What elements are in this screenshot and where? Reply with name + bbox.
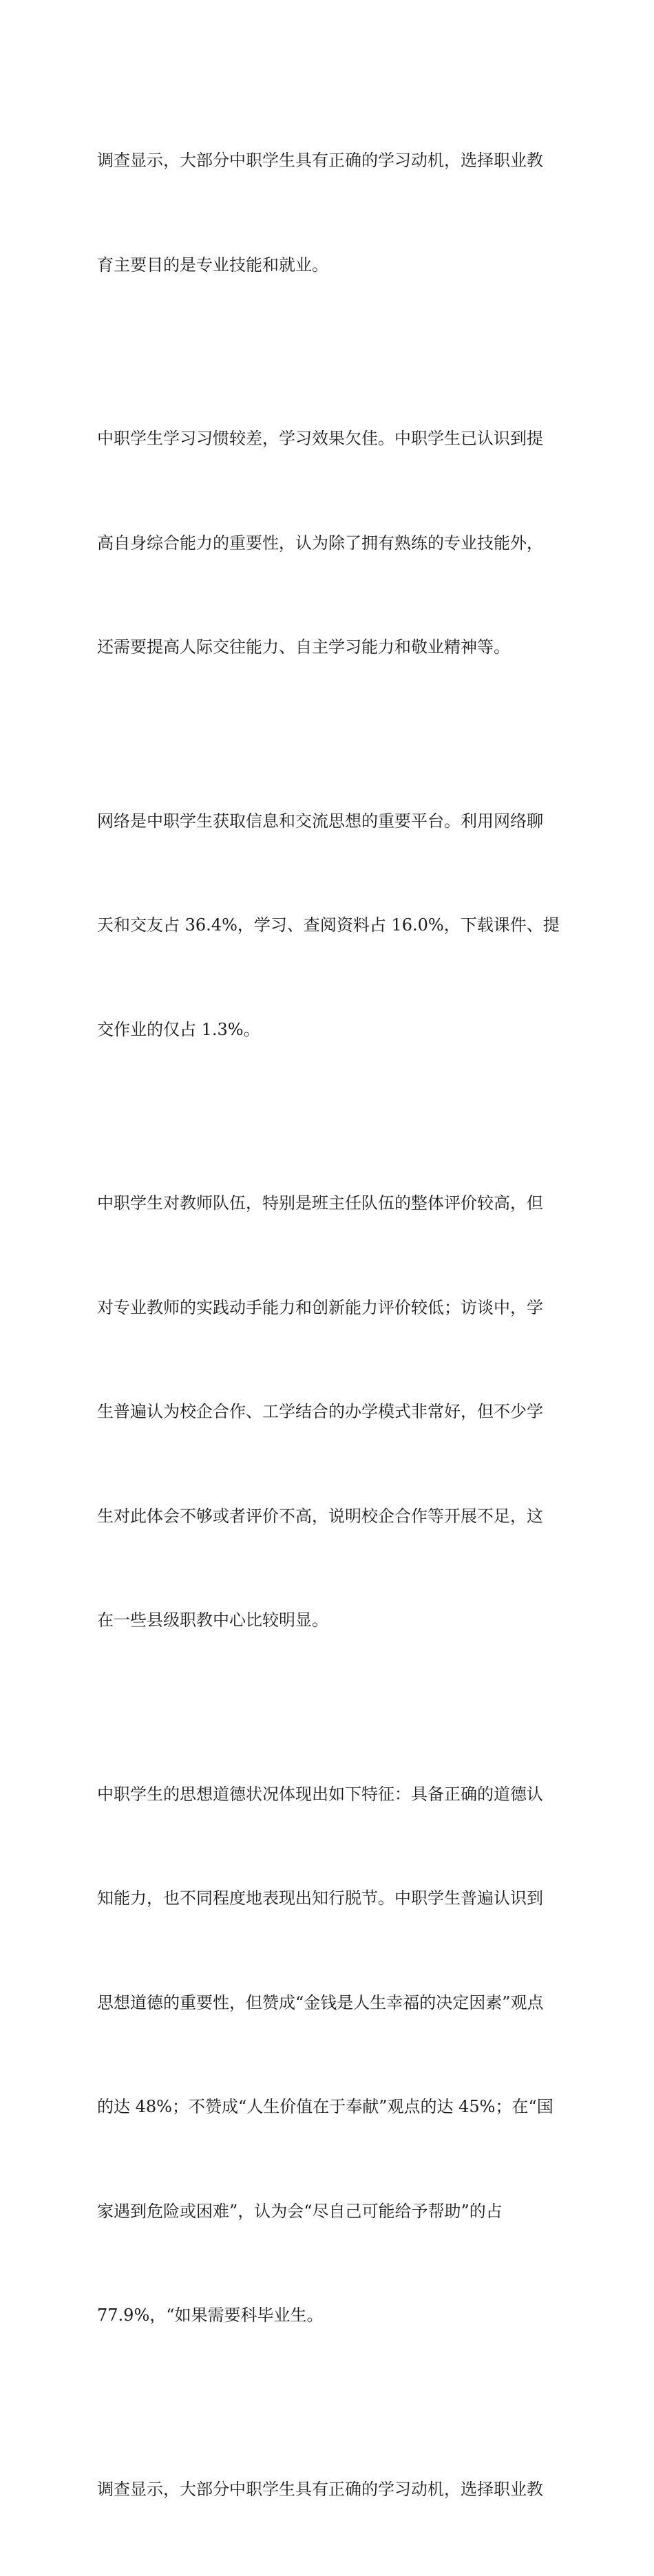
text-line: 高自身综合能力的重要性，认为除了拥有熟练的专业技能外， [97, 526, 565, 561]
paragraph-learning-motivation-repeat [97, 2403, 565, 2576]
text-line: 网络是中职学生获取信息和交流思想的重要平台。利用网络聊 [97, 804, 565, 839]
paragraph-internet-usage [97, 734, 565, 1117]
text-line: 知能力，也不同程度地表现出知行脱节。中职学生普遍认识到 [97, 1881, 565, 1916]
text-line: 交作业的仅占 1.3%。 [97, 1012, 565, 1047]
text-line: 在一些县级职教中心比较明显。 [97, 1603, 565, 1638]
text-line: 调查显示，大部分中职学生具有正确的学习动机，选择职业教 [97, 143, 565, 178]
text-line: 中职学生学习习惯较差，学习效果欠佳。中职学生已认识到提 [97, 421, 565, 456]
text-line: 育主要目的是专业技能和就业。 [97, 248, 565, 283]
paragraph-learning-motivation [97, 74, 565, 352]
text-line: 77.9%，“如果需要科毕业生。 [97, 2298, 565, 2333]
paragraph-learning-habits [97, 352, 565, 734]
text-line: 的达 48%；不赞成“人生价值在于奉献”观点的达 45%；在“国 [97, 2089, 565, 2125]
text-line: 中职学生对教师队伍，特别是班主任队伍的整体评价较高，但 [97, 1186, 565, 1221]
text-line: 天和交友占 36.4%，学习、查阅资料占 16.0%，下载课件、提 [97, 908, 565, 943]
text-line: 中职学生的思想道德状况体现出如下特征：具备正确的道德认 [97, 1777, 565, 1812]
text-line: 调查显示，大部分中职学生具有正确的学习动机，选择职业教 [97, 2472, 565, 2507]
text-line: 家遇到危险或困难”，认为会“尽自己可能给予帮助”的占 [97, 2194, 565, 2229]
text-line: 还需要提高人际交往能力、自主学习能力和敬业精神等。 [97, 630, 565, 665]
paragraph-moral-status [97, 1707, 565, 2403]
text-line: 思想道德的重要性，但赞成“金钱是人生幸福的决定因素”观点 [97, 1986, 565, 2021]
paragraph-teacher-evaluation [97, 1116, 565, 1707]
text-line: 生对此体会不够或者评价不高，说明校企合作等开展不足，这 [97, 1499, 565, 1534]
document-body [97, 74, 565, 2576]
text-line: 对专业教师的实践动手能力和创新能力评价较低；访谈中，学 [97, 1290, 565, 1326]
text-line: 生普遍认为校企合作、工学结合的办学模式非常好，但不少学 [97, 1394, 565, 1429]
document-page [0, 0, 654, 846]
